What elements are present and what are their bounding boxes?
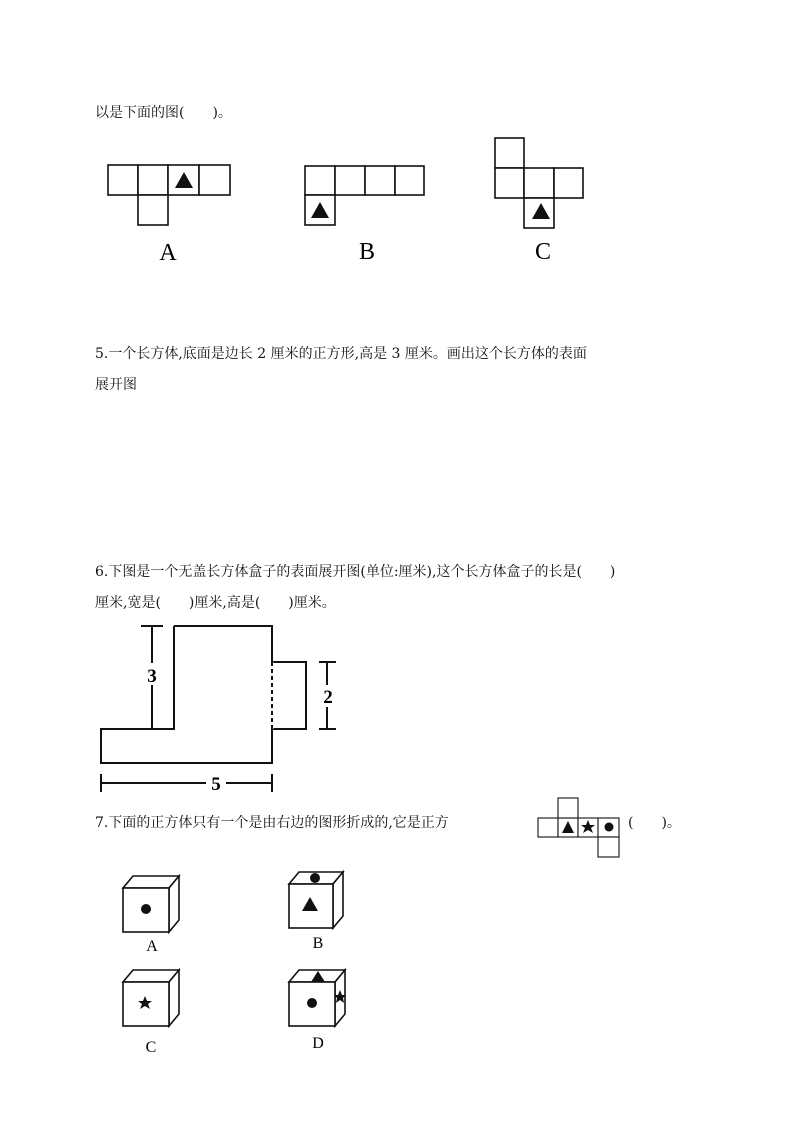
- length-label: 5: [211, 774, 221, 795]
- q7-text: 7.下面的正方体只有一个是由右边的图形折成的,它是正方: [95, 815, 449, 831]
- height-label: 3: [147, 666, 157, 687]
- cube-c: [123, 970, 179, 1026]
- q4-text-tail: 以是下面的图( )。: [95, 105, 232, 121]
- dot-icon: [141, 904, 151, 914]
- cube-b-label: B: [312, 935, 324, 952]
- option-a-label: A: [159, 240, 177, 266]
- cube-d: [289, 970, 346, 1026]
- cube-a-label: A: [146, 938, 158, 955]
- cube-c-label: C: [145, 1039, 157, 1056]
- cube-b: [289, 872, 343, 928]
- option-b-label: B: [358, 239, 376, 265]
- q6-line1: 6.下图是一个无盖长方体盒子的表面展开图(单位:厘米),这个长方体盒子的长是( ): [95, 564, 616, 580]
- option-c-label: C: [534, 239, 552, 265]
- q6-line2: 厘米,宽是( )厘米,高是( )厘米。: [95, 595, 336, 611]
- dot-icon: [307, 998, 317, 1008]
- dot-icon: [310, 873, 320, 883]
- q7-answer-blank: ( )。: [628, 815, 681, 831]
- q5-line1: 5.一个长方体,底面是边长 2 厘米的正方形,高是 3 厘米。画出这个长方体的表面: [95, 346, 587, 362]
- cube-a: [123, 876, 179, 932]
- width-label: 2: [323, 687, 333, 708]
- q5-line2: 展开图: [95, 377, 137, 393]
- cube-d-label: D: [312, 1035, 324, 1052]
